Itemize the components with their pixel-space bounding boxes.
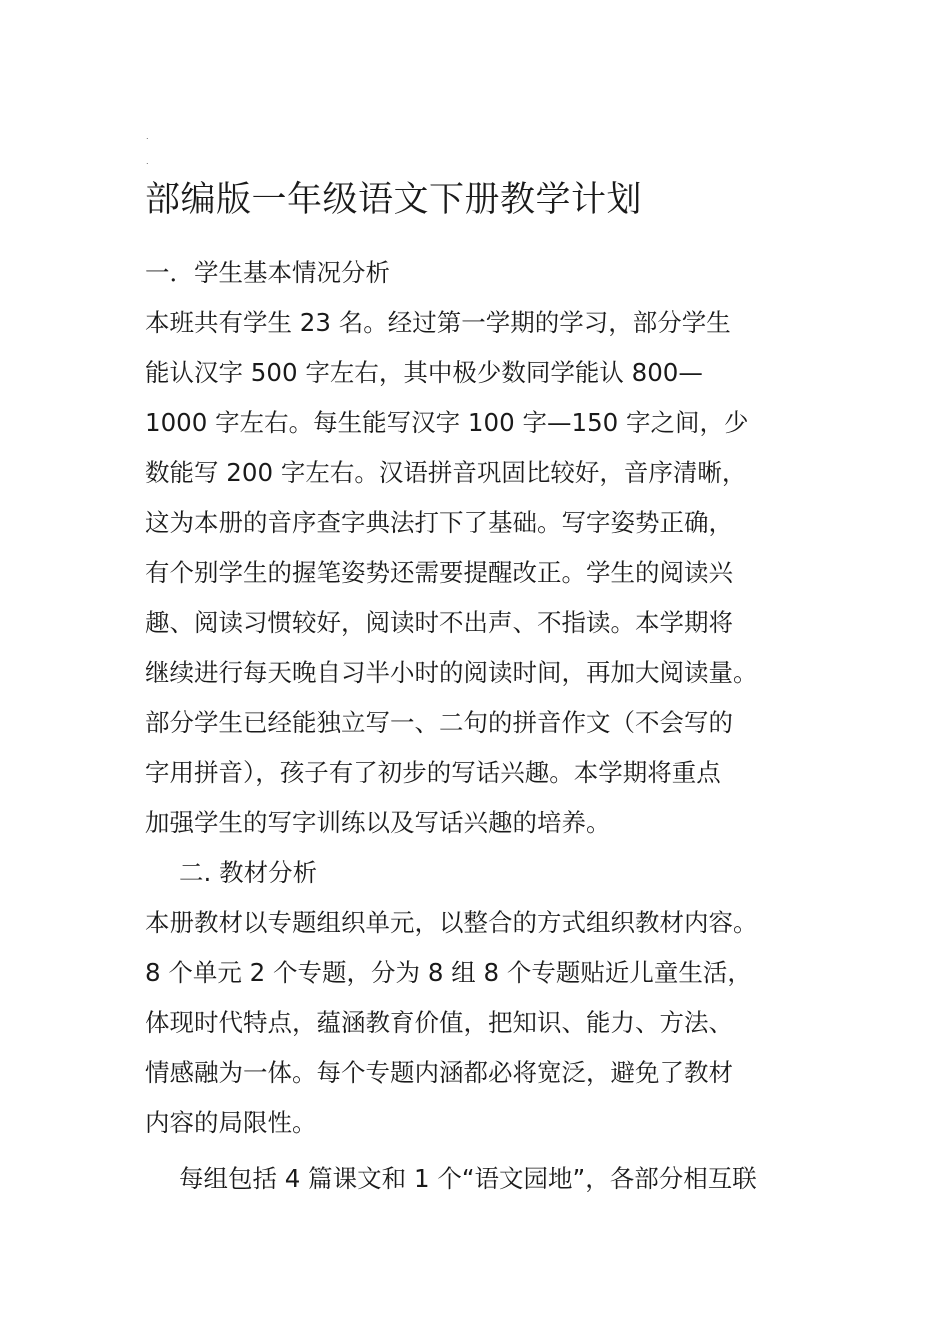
paragraph-line: 情感融为一体。每个专题内涵都必将宽泛，避免了教材	[145, 1058, 733, 1087]
paragraph-line: 本班共有学生 23 名。经过第一学期的学习，部分学生	[145, 308, 731, 337]
paragraph-line: 这为本册的音序查字典法打下了基础。写字姿势正确，	[145, 508, 733, 537]
paragraph-line: 趣、阅读习惯较好，阅读时不出声、不指读。本学期将	[145, 608, 733, 637]
paragraph-line: 继续进行每天晚自习半小时的阅读时间，再加大阅读量。	[145, 658, 758, 687]
paragraph-line: 内容的局限性。	[145, 1108, 317, 1137]
paragraph-line: 每组包括 4 篇课文和 1 个“语文园地”，各部分相互联	[179, 1164, 757, 1193]
paragraph-line: 字用拼音），孩子有了初步的写话兴趣。本学期将重点	[145, 758, 721, 787]
paragraph-line: 能认汉字 500 字左右，其中极少数同学能认 800—	[145, 358, 703, 387]
paragraph-line: 体现时代特点，蕴涵教育价值，把知识、能力、方法、	[145, 1008, 733, 1037]
paragraph-line: 数能写 200 字左右。汉语拼音巩固比较好，音序清晰，	[145, 458, 747, 487]
section-heading: 二. 教材分析	[179, 858, 318, 887]
paragraph-line: 1000 字左右。每生能写汉字 100 字—150 字之间，少	[145, 408, 749, 437]
paragraph-line: 本册教材以专题组织单元，以整合的方式组织教材内容。	[145, 908, 758, 937]
paragraph-line: 部分学生已经能独立写一、二句的拼音作文（不会写的	[145, 708, 733, 737]
header-mark: .	[146, 157, 149, 166]
paragraph-line: 加强学生的写字训练以及写话兴趣的培养。	[145, 808, 611, 837]
paragraph-line: 有个别学生的握笔姿势还需要提醒改正。学生的阅读兴	[145, 558, 733, 587]
section-heading: 一．学生基本情况分析	[145, 258, 390, 287]
paragraph-line: 8 个单元 2 个专题，分为 8 组 8 个专题贴近儿童生活，	[145, 958, 752, 987]
header-mark: .	[146, 132, 149, 141]
document-title: 部编版一年级语文下册教学计划	[145, 180, 643, 220]
